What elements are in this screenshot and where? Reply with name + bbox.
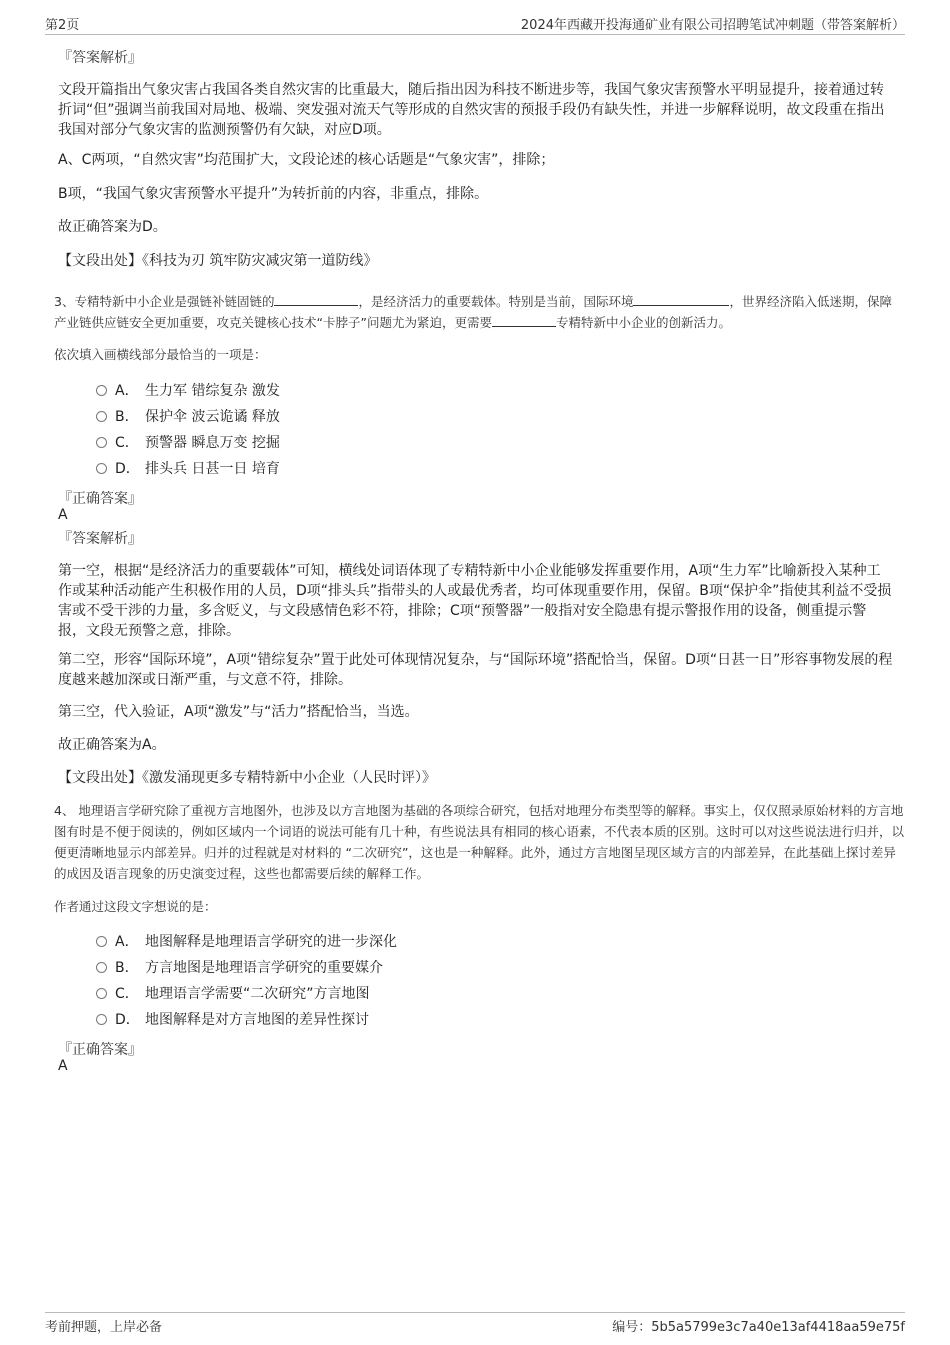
radio-icon[interactable] [96,411,107,422]
option-a[interactable] [96,381,280,401]
radio-icon[interactable] [96,385,107,396]
radio-icon[interactable] [96,988,107,999]
option-letter: B． [115,409,139,425]
option-d[interactable] [96,459,280,479]
option-letter: C． [115,986,139,1002]
analysis-paragraph: A、C两项，“自然灾害”均范围扩大，文段论述的核心话题是“气象灾害”，排除； [58,152,555,168]
source-citation: 【文段出处】《激发涌现更多专精特新中小企业（人民时评）》 [58,770,436,786]
option-text: 方言地图是地理语言学研究的重要媒介 [145,960,383,976]
stem-text: ，世界经济陷入低迷期，保障产业链供应链安全更加重要，攻克关键核心技术“卡脖子”问题尤为紧迫，更需要 [54,294,892,330]
analysis-paragraph: 第一空，根据“是经济活力的重要载体”可知，横线处词语体现了专精特新中小企业能够发挥重要作用，A项“生力军”比喻新投入某种工作或某种活动能产生积极作用的人员，D项“排头兵”指带头的人或最优秀者，均可体现重要作用，保留。B项“保护伞”指使其利益不受损害或不受干涉的力量，多含贬义，与文段感情色彩不符，排除；C项“预警器”一般指对安全隐患有提示警报作用的设备，侧重提示警报，文段无预警之意，排除。 [58,563,892,639]
option-text: 保护伞 波云诡谲 释放 [145,409,280,425]
option-letter: D． [115,461,140,477]
analysis-conclusion: 故正确答案为A。 [58,737,166,753]
fill-blank [633,293,729,306]
analysis-label: 『答案解析』 [58,531,142,547]
option-a[interactable] [96,932,397,952]
option-text: 生力军 错综复杂 激发 [145,383,280,399]
question-stem [54,291,904,333]
stem-text: 专精特新中小企业的创新活力。 [555,315,731,330]
analysis-conclusion: 故正确答案为D。 [58,219,167,235]
radio-icon[interactable] [96,936,107,947]
correct-answer: A [58,1058,68,1074]
stem-text: ，是经济活力的重要载体。特别是当前，国际环境 [358,294,634,309]
analysis-paragraph: 第二空，形容“国际环境”，A项“错综复杂”置于此处可体现情况复杂，与“国际环境”搭配恰当，保留。D项“日甚一日”形容事物发展的程度越来越加深或日渐严重，与文意不符，排除。 [58,652,893,688]
document-id: 编号：5b5a5799e3c7a40e13af4418aa59e75f [612,1320,905,1335]
option-b[interactable] [96,958,383,978]
analysis-label: 『答案解析』 [58,50,142,66]
source-citation: 【文段出处】《科技为刃 筑牢防灾减灾第一道防线》 [58,253,378,269]
option-text: 地图解释是对方言地图的差异性探讨 [145,1012,369,1028]
option-text: 预警器 瞬息万变 挖掘 [145,435,280,451]
radio-icon[interactable] [96,962,107,973]
correct-answer-label: 『正确答案』 [58,1042,142,1058]
document-title: 2024年西藏开投海通矿业有限公司招聘笔试冲刺题（带答案解析） [520,18,905,33]
option-letter: A． [115,383,139,399]
option-d[interactable] [96,1010,369,1030]
option-letter: C． [115,435,139,451]
correct-answer-label: 『正确答案』 [58,491,142,507]
option-text: 地理语言学需要“二次研究”方言地图 [145,986,370,1002]
analysis-paragraph: B项，“我国气象灾害预警水平提升”为转折前的内容，非重点，排除。 [58,186,489,202]
fill-blank [492,314,556,327]
option-letter: D． [115,1012,140,1028]
page-footer [45,1312,905,1335]
radio-icon[interactable] [96,1014,107,1025]
question-prompt: 作者通过这段文字想说的是： [54,899,217,914]
page-header [45,14,905,35]
analysis-paragraph: 第三空，代入验证，A项“激发”与“活力”搭配恰当，当选。 [58,704,419,720]
page-number: 第2页 [45,18,80,33]
analysis-paragraph: 文段开篇指出气象灾害占我国各类自然灾害的比重最大，随后指出因为科技不断进步等，我国气象灾害预警水平明显提升，接着通过转折词“但”强调当前我国对局地、极端、突发强对流天气等形成的自然灾害的预报手段仍有缺失性，并进一步解释说明，故文段重在指出我国对部分气象灾害的监测预警仍有欠缺，对应D项。 [58,82,885,138]
option-c[interactable] [96,433,280,453]
radio-icon[interactable] [96,437,107,448]
option-letter: B． [115,960,139,976]
option-letter: A． [115,934,139,950]
option-text: 排头兵 日甚一日 培育 [145,461,280,477]
question-prompt: 依次填入画横线部分最恰当的一项是： [54,347,267,362]
stem-text: 3、专精特新中小企业是强链补链固链的 [54,294,275,309]
footer-slogan: 考前押题，上岸必备 [45,1320,163,1335]
radio-icon[interactable] [96,463,107,474]
fill-blank [274,293,358,306]
question-stem: 4、 地理语言学研究除了重视方言地图外，也涉及以方言地图为基础的各项综合研究，包括对地理分布类型等的解释。事实上，仅仅照录原始材料的方言地图有时是不便于阅读的，例如区域内一个词语的说法可能有几十种，有些说法具有相同的核心语素，不代表本质的区别。这时可以对这些说法进行归并，以便更清晰地显示内部差异。归并的过程就是对材料的 “二次研究”，这也是一种解释。此外，通过方言地图呈现区域方言的内部差异，在此基础上探讨差异的成因及语言现象的历史演变过程，这些也都需要后续的解释工作。 [54,803,905,881]
option-text: 地图解释是地理语言学研究的进一步深化 [145,934,397,950]
option-b[interactable] [96,407,280,427]
correct-answer: A [58,507,68,523]
option-c[interactable] [96,984,370,1004]
